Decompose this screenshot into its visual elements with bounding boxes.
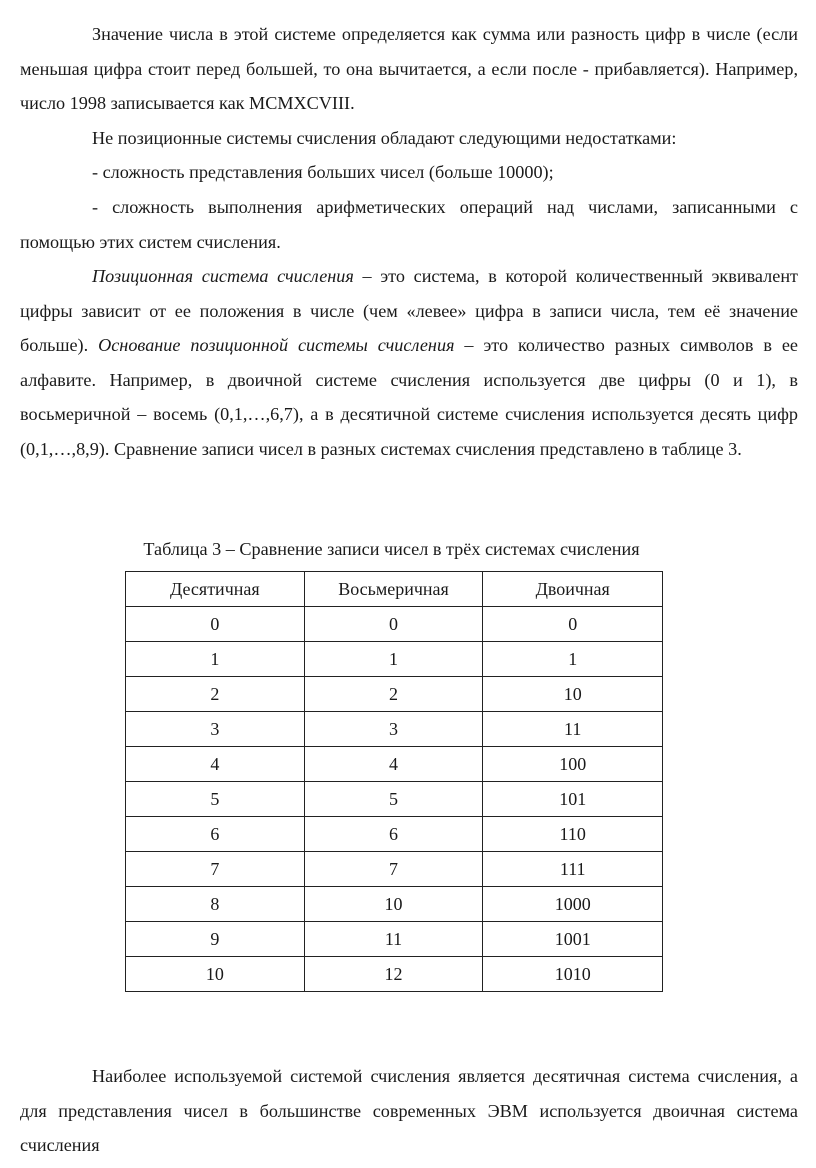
cell-decimal: 10	[126, 957, 305, 992]
cell-decimal: 6	[126, 817, 305, 852]
cell-binary: 100	[483, 747, 663, 782]
table-row	[126, 712, 663, 747]
table-row	[126, 817, 663, 852]
table-row	[126, 642, 663, 677]
cell-decimal: 4	[126, 747, 305, 782]
table-body	[126, 607, 663, 992]
cell-binary: 101	[483, 782, 663, 817]
cell-octal: 4	[304, 747, 483, 782]
paragraph-drawback-2: - сложность выполнения арифметических операций над числами, записанными с помощью этих систем счисления.	[20, 197, 798, 252]
cell-binary: 110	[483, 817, 663, 852]
cell-binary: 1	[483, 642, 663, 677]
cell-decimal: 5	[126, 782, 305, 817]
paragraph-positional-definition	[20, 259, 798, 467]
cell-binary: 1000	[483, 887, 663, 922]
term-base: Основание позиционной системы счисления	[98, 335, 455, 356]
paragraph-roman-value: Значение числа в этой системе определяется как сумма или разность цифр в числе (если меньшая цифра стоит перед большей, то она вычитается, а если после - прибавляется). Например, число 1998 записывается как MCMXCVIII.	[20, 24, 798, 114]
cell-octal: 2	[304, 677, 483, 712]
table-row	[126, 852, 663, 887]
cell-decimal: 2	[126, 677, 305, 712]
cell-octal: 12	[304, 957, 483, 992]
paragraph-drawbacks-intro: Не позиционные системы счисления обладают следующими недостатками:	[92, 128, 677, 148]
cell-decimal: 8	[126, 887, 305, 922]
table-header-row	[126, 572, 663, 607]
cell-binary: 10	[483, 677, 663, 712]
table-caption	[20, 532, 798, 566]
table-row	[126, 747, 663, 782]
header-binary: Двоичная	[483, 572, 663, 607]
cell-decimal: 7	[126, 852, 305, 887]
header-octal: Восьмеричная	[304, 572, 483, 607]
cell-octal: 10	[304, 887, 483, 922]
number-systems-table	[125, 571, 663, 992]
table-row	[126, 677, 663, 712]
cell-decimal: 3	[126, 712, 305, 747]
cell-decimal: 1	[126, 642, 305, 677]
definition-base: – это количество разных символов в ее алфавите. Например, в двоичной системе счисления используется две цифры (0 и 1), в восьмеричной – восемь (0,1,…,6,7), а в десятичной системе счисления используется десять цифр (0,1,…,8,9). Сравнение записи чисел в разных системах счисления представлено в таблице 3.	[20, 335, 799, 459]
cell-binary: 1001	[483, 922, 663, 957]
cell-binary: 0	[483, 607, 663, 642]
cell-binary: 11	[483, 712, 663, 747]
table-row	[126, 922, 663, 957]
table-row	[126, 607, 663, 642]
cell-octal: 3	[304, 712, 483, 747]
table-row	[126, 782, 663, 817]
table-caption-text: Таблица 3 – Сравнение записи чисел в трёх системах счисления	[143, 539, 640, 559]
cell-octal: 7	[304, 852, 483, 887]
table-row	[126, 957, 663, 992]
table-row	[126, 887, 663, 922]
cell-decimal: 0	[126, 607, 305, 642]
paragraph-conclusion: Наиболее используемой системой счисления является десятичная система счисления, а для представления чисел в большинстве современных ЭВМ используется двоичная система счисления	[20, 1066, 798, 1156]
cell-octal: 5	[304, 782, 483, 817]
cell-binary: 1010	[483, 957, 663, 992]
term-positional-system: Позиционная система счисления	[92, 266, 354, 286]
cell-octal: 6	[304, 817, 483, 852]
definition-positional-system: – это система, в которой количественный эквивалент цифры зависит от ее положения в числе (чем «левее» цифра в записи числа, тем её значение больше).	[20, 266, 798, 356]
cell-octal: 0	[304, 607, 483, 642]
header-decimal: Десятичная	[126, 572, 305, 607]
cell-octal: 11	[304, 922, 483, 957]
cell-decimal: 9	[126, 922, 305, 957]
paragraph-drawback-1: - сложность представления больших чисел (больше 10000);	[92, 162, 554, 182]
cell-octal: 1	[304, 642, 483, 677]
cell-binary: 111	[483, 852, 663, 887]
